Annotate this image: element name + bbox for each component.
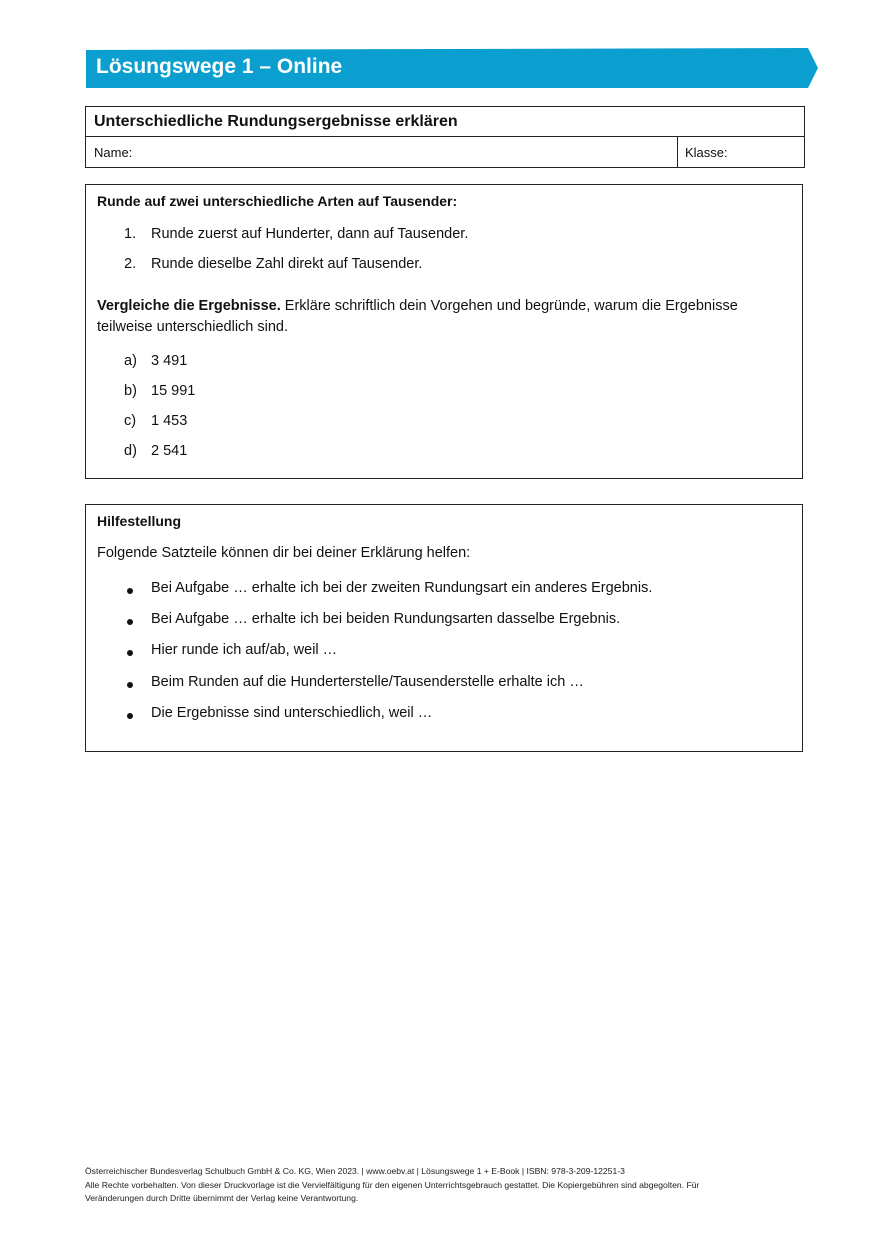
- footer-line-2: Alle Rechte vorbehalten. Von dieser Druckvorlage ist die Vervielfältigung für den eigenen Unterrichtsgebrauch gestattet. Die Kopiergebühren sind abgegolten. Für: [85, 1179, 700, 1190]
- step-marker: 2.: [124, 256, 137, 272]
- number-marker: d): [124, 443, 137, 459]
- number-marker: b): [124, 383, 137, 399]
- number-marker: a): [124, 353, 137, 369]
- step-text: Runde zuerst auf Hunderter, dann auf Tausender.: [151, 226, 469, 242]
- title-banner: [86, 48, 818, 88]
- number-value: 15 991: [151, 383, 196, 399]
- footer-line-3: Veränderungen durch Dritte übernimmt der Verlag keine Verantwortung.: [85, 1193, 359, 1203]
- number-marker: c): [124, 413, 137, 429]
- bullet-icon: [127, 619, 133, 625]
- footer-line-1: Österreichischer Bundesverlag Schulbuch GmbH & Co. KG, Wien 2023. | www.oebv.at | Lösungswege 1 + E-Book | ISBN: 978-3-209-12251-3: [85, 1166, 625, 1176]
- phrase-text: Beim Runden auf die Hunderterstelle/Tausenderstelle erhalte ich …: [151, 674, 584, 690]
- publisher-footer: [85, 1165, 805, 1206]
- name-field[interactable]: [86, 137, 678, 167]
- worksheet-title: Unterschiedliche Rundungsergebnisse erklären: [86, 107, 804, 137]
- bullet-icon: [127, 713, 133, 719]
- bullet-icon: [127, 588, 133, 594]
- number-value: 3 491: [151, 353, 188, 369]
- phrase-text: Bei Aufgabe … erhalte ich bei beiden Rundungsarten dasselbe Ergebnis.: [151, 611, 621, 627]
- phrase-text: Bei Aufgabe … erhalte ich bei der zweiten Rundungsart ein anderes Ergebnis.: [151, 580, 653, 596]
- number-value: 1 453: [151, 413, 188, 429]
- bullet-icon: [127, 650, 133, 656]
- step-marker: 1.: [124, 226, 137, 242]
- task-heading: Runde auf zwei unterschiedliche Arten auf Tausender:: [97, 193, 458, 209]
- student-fields-row: [86, 137, 804, 167]
- class-field[interactable]: [678, 137, 804, 167]
- worksheet-header: [85, 106, 805, 168]
- class-label: Klasse:: [685, 145, 728, 160]
- instruction-bold: Vergleiche die Ergebnisse.: [97, 298, 281, 314]
- help-heading: Hilfestellung: [97, 513, 182, 529]
- help-box: [85, 504, 803, 752]
- help-intro: Folgende Satzteile können dir bei deiner Erklärung helfen:: [97, 545, 471, 561]
- step-text: Runde dieselbe Zahl direkt auf Tausender.: [151, 256, 423, 272]
- instruction-line-2: teilweise unterschiedlich sind.: [97, 319, 289, 335]
- instruction-line-1: [97, 298, 738, 314]
- phrase-text: Die Ergebnisse sind unterschiedlich, weil …: [151, 705, 433, 721]
- bullet-icon: [127, 682, 133, 688]
- number-value: 2 541: [151, 443, 188, 459]
- name-label: Name:: [94, 145, 133, 160]
- instruction-text: Erkläre schriftlich dein Vorgehen und begründe, warum die Ergebnisse: [284, 298, 738, 314]
- banner-title: Lösungswege 1 – Online: [96, 55, 343, 78]
- phrase-text: Hier runde ich auf/ab, weil …: [151, 642, 338, 658]
- task-box: [85, 184, 803, 479]
